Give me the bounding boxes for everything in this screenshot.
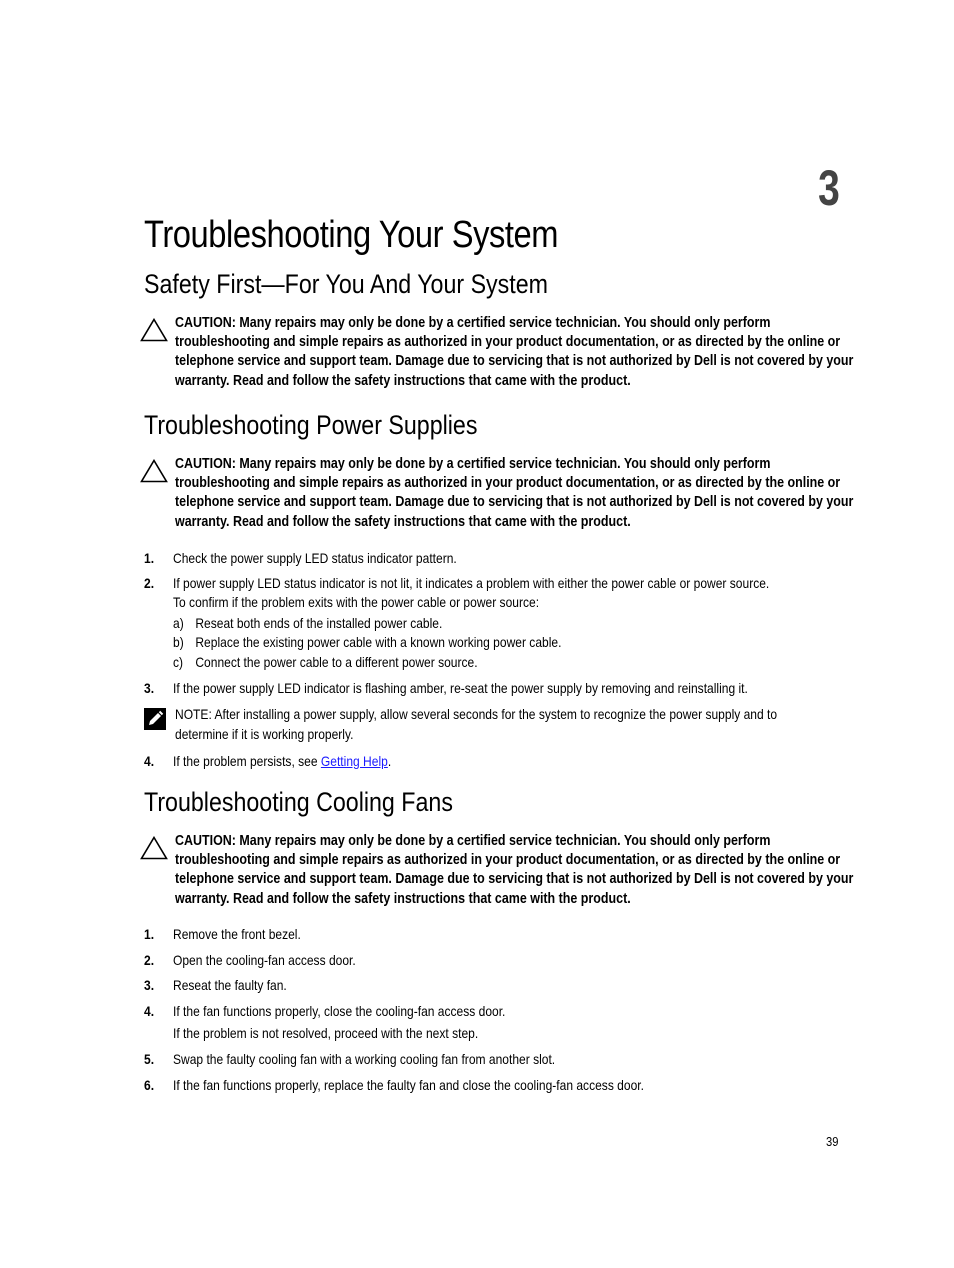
getting-help-link[interactable]: Getting Help [320,753,388,769]
cooling-fans-heading: Troubleshooting Cooling Fans [144,787,453,817]
document-page: 3 Troubleshooting Your System Safety First—For You And Your System CAUTION: Many repairs may only be done by a certified service technician. You should only perform troubleshooting and simple repairs as authorized in your product documentation, or as directed by the online or telephone service and support team. Damage due to servicing that is not authorized by Dell is not covered by your warranty. Read and follow the safety instructions that came with the product. Troubleshooting Power Supplies CAUTION: Many repairs may only be done by a certified service technician. You should only perform troubleshooting and simple repairs as authorized in your product documentation, or as directed by the online or telephone service and support team. Damage due to servicing that is not authorized by Dell is not covered by your warranty. Read and follow the safety instructions that came with the product. 1. Check the power supply LED status indicator pattern. 2. If power supply LED status indicator is not lit, it indicates a problem with either the power cable or power source. To confirm if the problem exits with the power cable or power source: a) Reseat both ends of the installed power cable. b) Replace the existing power cable with a known working power cable. c) Connect the power cable to a different power source. 3. If the power supply LED indicator is flashing amber, re-seat the power supply by removing and reinstalling it. NOTE: After installing a power supply, allow several seconds for the system to recognize the power supply and to determine if it is working properly. 4. If the problem persists, see Getting Help. Troubleshooting Cooling Fans CAUTION: Many repairs may only be done by a certified service technician. You should only perform troubleshooting and simple repairs as authorized in your product documentation, or as directed by the online or telephone service and support team. Damage due to servicing that is not authorized by Dell is not covered by your warranty. Read and follow the safety instructions that came with the product. 1. Remove the front bezel. 2. Open the cooling-fan access door. 3. Reseat the faulty fan. 4. If the fan functions properly, close the cooling-fan access door. If the problem is not resolved, proceed with the next step. 5. Swap the faulty cooling fan with a working cooling fan from another slot. 6. If the fan functions properly, replace the faulty fan and close the cooling-fan access door. 39 [0,0,954,1268]
safety-heading: Safety First—For You And Your System [144,269,548,299]
power-substep-a: a) Reseat both ends of the installed power cable. [173,615,443,631]
note-text: NOTE: After installing a power supply, allow several seconds for the system to recognize the power supply and to determine if it is working properly. [175,706,778,742]
power-substep-b: b) Replace the existing power cable with a known working power cable. [173,634,562,650]
caution-icon [140,318,168,342]
caution-icon [140,836,168,860]
caution-text: CAUTION: Many repairs may only be done by a certified service technician. You should only perform troubleshooting and simple repairs as authorized in your product documentation, or as directed by the online or telephone service and support team. Damage due to servicing that is not authorized by Dell is not covered by your warranty. Read and follow the safety instructions that came with the product. [175,315,854,389]
caution-text: CAUTION: Many repairs may only be done by a certified service technician. You should only perform troubleshooting and simple repairs as authorized in your product documentation, or as directed by the online or telephone service and support team. Damage due to servicing that is not authorized by Dell is not covered by your warranty. Read and follow the safety instructions that came with the product. [175,456,854,530]
caution-icon [140,459,168,483]
power-supplies-heading: Troubleshooting Power Supplies [144,410,478,440]
caution-text: CAUTION: Many repairs may only be done by a certified service technician. You should only perform troubleshooting and simple repairs as authorized in your product documentation, or as directed by the online or telephone service and support team. Damage due to servicing that is not authorized by Dell is not covered by your warranty. Read and follow the safety instructions that came with the product. [175,833,854,907]
chapter-title: Troubleshooting Your System [144,214,559,256]
chapter-number: 3 [818,160,840,216]
note-pencil-icon [144,708,166,730]
page-number: 39 [825,1134,838,1149]
power-substep-c: c) Connect the power cable to a different power source. [173,654,478,670]
